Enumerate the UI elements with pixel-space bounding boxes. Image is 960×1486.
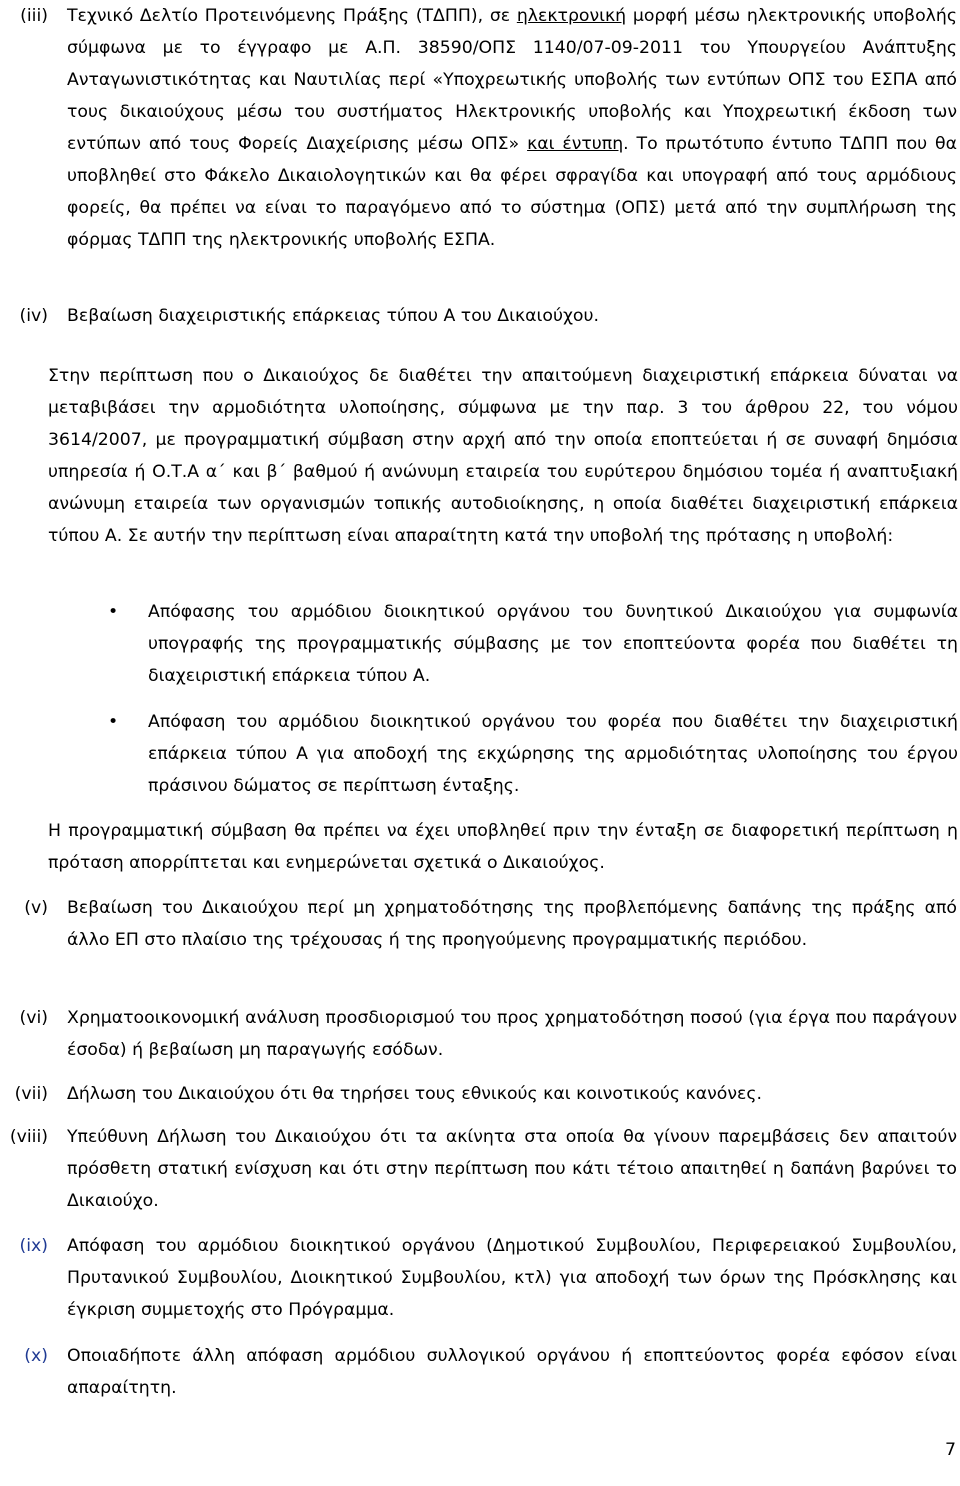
item-number: (viii) [9,1127,48,1147]
item-number: (v) [24,898,48,918]
item-number: (x) [24,1346,48,1366]
item-text-part: Τεχνικό Δελτίο Προτεινόμενης Πράξης (ΤΔΠΠ), σε [67,6,517,26]
item-text: Χρηματοοικονομική ανάλυση προσδιορισμού του προς χρηματοδότηση ποσού (για έργα που παράγουν έσοδα) ή βεβαίωση μη παραγωγής εσόδων. [67,1008,957,1060]
item-text: Απόφαση του αρμόδιου διοικητικού οργάνου (Δημοτικού Συμβουλίου, Περιφερειακού Συμβουλίου, Πρυτανικού Συμβουλίου, Διοικητικού Συμβουλίου, κτλ) για αποδοχή των όρων της Πρόσκλησης και έγκριση συμμετοχής στο Πρόγραμμα. [67,1236,957,1320]
item-text: Βεβαίωση διαχειριστικής επάρκειας τύπου Α του Δικαιούχου. [67,306,599,326]
bullet-icon: • [108,602,119,622]
item-text: Δήλωση του Δικαιούχου ότι θα τηρήσει τους εθνικούς και κοινοτικούς κανόνες. [67,1084,762,1104]
paragraph-delegation: Στην περίπτωση που ο Δικαιούχος δε διαθέτει την απαιτούμενη διαχειριστική επάρκεια δύναται να μεταβιβάσει την αρμοδιότητα υλοποίησης, σύμφωνα με την παρ. 3 του άρθρου 22, του νόμου 3614/2007, με προγραμματική σύμβαση στην αρχή από την οποία εποπτεύεται ή σε συναφή δημόσια υπηρεσία ή Ο.Τ.Α α΄ και β΄ βαθμού ή ανώνυμη εταιρεία του ευρύτερου δημόσιου τομέα ή αναπτυξιακή ανώνυμη εταιρεία των οργανισμών τοπικής αυτοδιοίκησης, η οποία διαθέτει διαχειριστική επάρκεια τύπου Α. Σε αυτήν την περίπτωση είναι απαραίτητη κατά την υποβολή της πρότασης η υποβολή: [48,366,958,546]
item-number: (ix) [19,1236,48,1256]
paragraph-programme-contract: Η προγραμματική σύμβαση θα πρέπει να έχει υποβληθεί πριν την ένταξη σε διαφορετική περίπτωση η πρόταση απορρίπτεται και ενημερώνεται σχετικά ο Δικαιούχος. [48,821,958,873]
item-number: (iv) [19,306,48,326]
item-number: (vii) [14,1084,48,1104]
page-number: 7 [945,1440,956,1460]
item-text [67,0,957,256]
item-number: (vi) [19,1008,48,1028]
item-text-part: . Το πρωτότυπο έντυπο ΤΔΠΠ που θα υποβληθεί στο Φάκελο Δικαιολογητικών και θα φέρει σφραγίδα και υπογραφή από τους αρμόδιους φορείς, θα πρέπει να είναι το παραγόμενο από το σύστημα (ΟΠΣ) μετά από την συμπλήρωση της φόρμας ΤΔΠΠ της ηλεκτρονικής υποβολής ΕΣΠΑ. [67,134,958,250]
underlined-text: και έντυπη [527,134,624,154]
bullet-text: Απόφασης του αρμόδιου διοικητικού οργάνου του δυνητικού Δικαιούχου για συμφωνία υπογραφής της προγραμματικής σύμβασης με τον εποπτεύοντα φορέα που διαθέτει τη διαχειριστική επάρκεια τύπου Α. [148,602,958,686]
item-text: Οποιαδήποτε άλλη απόφαση αρμόδιου συλλογικού οργάνου ή εποπτεύοντος φορέα εφόσον είναι απαραίτητη. [67,1346,957,1398]
item-number: (iii) [20,6,48,26]
bullet-text: Απόφαση του αρμόδιου διοικητικού οργάνου του φορέα που διαθέτει την διαχειριστική επάρκεια τύπου Α για αποδοχή της εκχώρησης της αρμοδιότητας υλοποίησης του έργου πράσινου δώματος σε περίπτωση ένταξης. [148,712,958,796]
underlined-text: ηλεκτρονική [516,6,627,26]
item-text-part: μορφή μέσω ηλεκτρονικής υποβολής σύμφωνα με το έγγραφο με Α.Π. 38590/ΟΠΣ 1140/07-09-2011 του Υπουργείου Ανάπτυξης Ανταγωνιστικότητας και Ναυτιλίας περί «Υποχρεωτικής υποβολής των εντύπων ΟΠΣ του ΕΣΠΑ από τους δικαιούχους μέσω του συστήματος Ηλεκτρονικής υποβολής και Υποχρεωτική έκδοση των εντύπων από τους Φορείς Διαχείρισης μέσω ΟΠΣ» [67,6,957,154]
item-text: Υπεύθυνη Δήλωση του Δικαιούχου ότι τα ακίνητα στα οποία θα γίνουν παρεμβάσεις δεν απαιτούν πρόσθετη στατική ενίσχυση και ότι στην περίπτωση που κάτι τέτοιο απαιτηθεί η δαπάνη βαρύνει το Δικαιούχο. [67,1127,957,1211]
bullet-icon: • [108,712,119,732]
item-text: Βεβαίωση του Δικαιούχου περί μη χρηματοδότησης της προβλεπόμενης δαπάνης της πράξης από άλλο ΕΠ στο πλαίσιο της τρέχουσας ή της προηγούμενης προγραμματικής περιόδου. [67,898,957,950]
